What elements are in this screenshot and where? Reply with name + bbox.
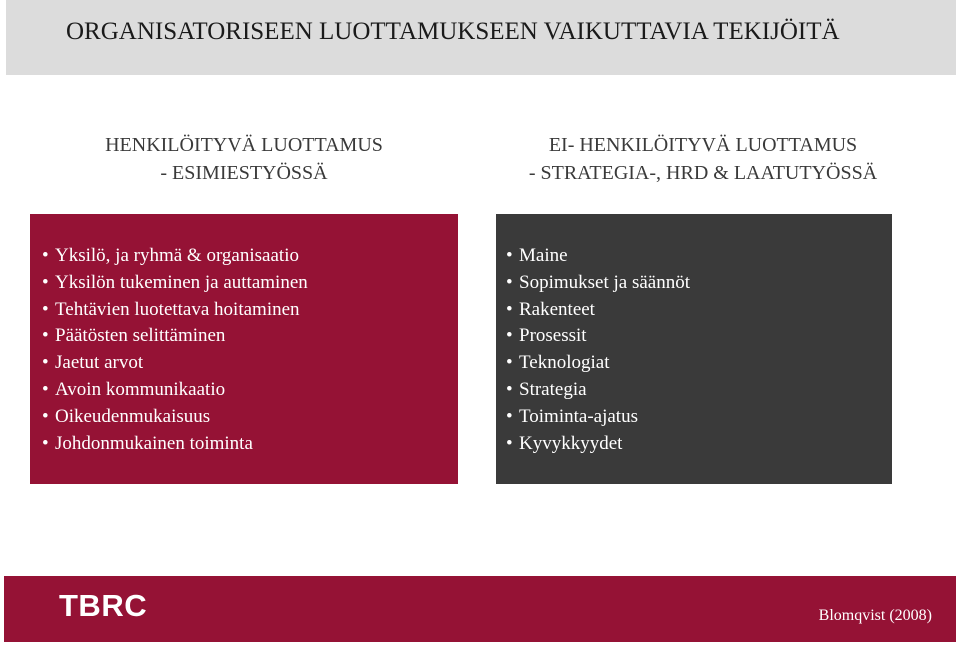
bullet-icon: • [42, 325, 49, 347]
list-item: • Teknologiat [496, 350, 892, 377]
impersonal-trust-panel [496, 214, 892, 484]
list-item: • Yksilön tukeminen ja auttaminen [30, 270, 458, 297]
bullet-icon: • [506, 432, 513, 454]
citation: Blomqvist (2008) [818, 607, 932, 624]
personal-trust-panel [30, 214, 458, 484]
list-item: • Jaetut arvot [30, 350, 458, 377]
bullet-icon: • [506, 378, 513, 400]
right-heading-line1: EI- HENKILÖITYVÄ LUOTTAMUS [548, 134, 858, 156]
right-heading-line2: - STRATEGIA-, HRD & LAATUTYÖSSÄ [528, 162, 878, 184]
list-item: • Maine [496, 243, 892, 270]
bullet-icon: • [42, 352, 49, 374]
list-item: • Prosessit [496, 323, 892, 350]
list-item: • Johdonmukainen toiminta [30, 431, 458, 458]
list-item: • Kyvykkyydet [496, 431, 892, 458]
left-heading-line2: - ESIMIESTYÖSSÄ [160, 162, 328, 184]
list-item: • Avoin kommunikaatio [30, 377, 458, 404]
list-item: • Oikeudenmukaisuus [30, 404, 458, 431]
brand-logo: TBRC [59, 588, 148, 623]
bullet-icon: • [506, 352, 513, 374]
bullet-icon: • [506, 405, 513, 427]
bullet-icon: • [506, 271, 513, 293]
page-title: ORGANISATORISEEN LUOTTAMUKSEEN VAIKUTTAVIA TEKIJÖITÄ [66, 18, 840, 45]
footer-bar [4, 576, 956, 642]
right-column-heading [478, 131, 928, 187]
personal-trust-list [30, 243, 458, 457]
left-column-heading [30, 131, 458, 187]
list-item: • Toiminta-ajatus [496, 404, 892, 431]
bullet-icon: • [506, 325, 513, 347]
bullet-icon: • [42, 405, 49, 427]
list-item: • Tehtävien luotettava hoitaminen [30, 297, 458, 324]
list-item: • Strategia [496, 377, 892, 404]
impersonal-trust-list [496, 243, 892, 457]
bullet-icon: • [42, 298, 49, 320]
list-item: • Yksilö, ja ryhmä & organisaatio [30, 243, 458, 270]
title-bar [6, 0, 956, 75]
left-heading-line1: HENKILÖITYVÄ LUOTTAMUS [105, 134, 383, 156]
bullet-icon: • [42, 245, 49, 266]
list-item: • Sopimukset ja säännöt [496, 270, 892, 297]
list-item: • Päätösten selittäminen [30, 323, 458, 350]
bullet-icon: • [506, 245, 513, 266]
bullet-icon: • [42, 378, 49, 400]
list-item: • Rakenteet [496, 297, 892, 324]
bullet-icon: • [42, 271, 49, 293]
bullet-icon: • [42, 432, 49, 454]
bullet-icon: • [506, 298, 513, 320]
